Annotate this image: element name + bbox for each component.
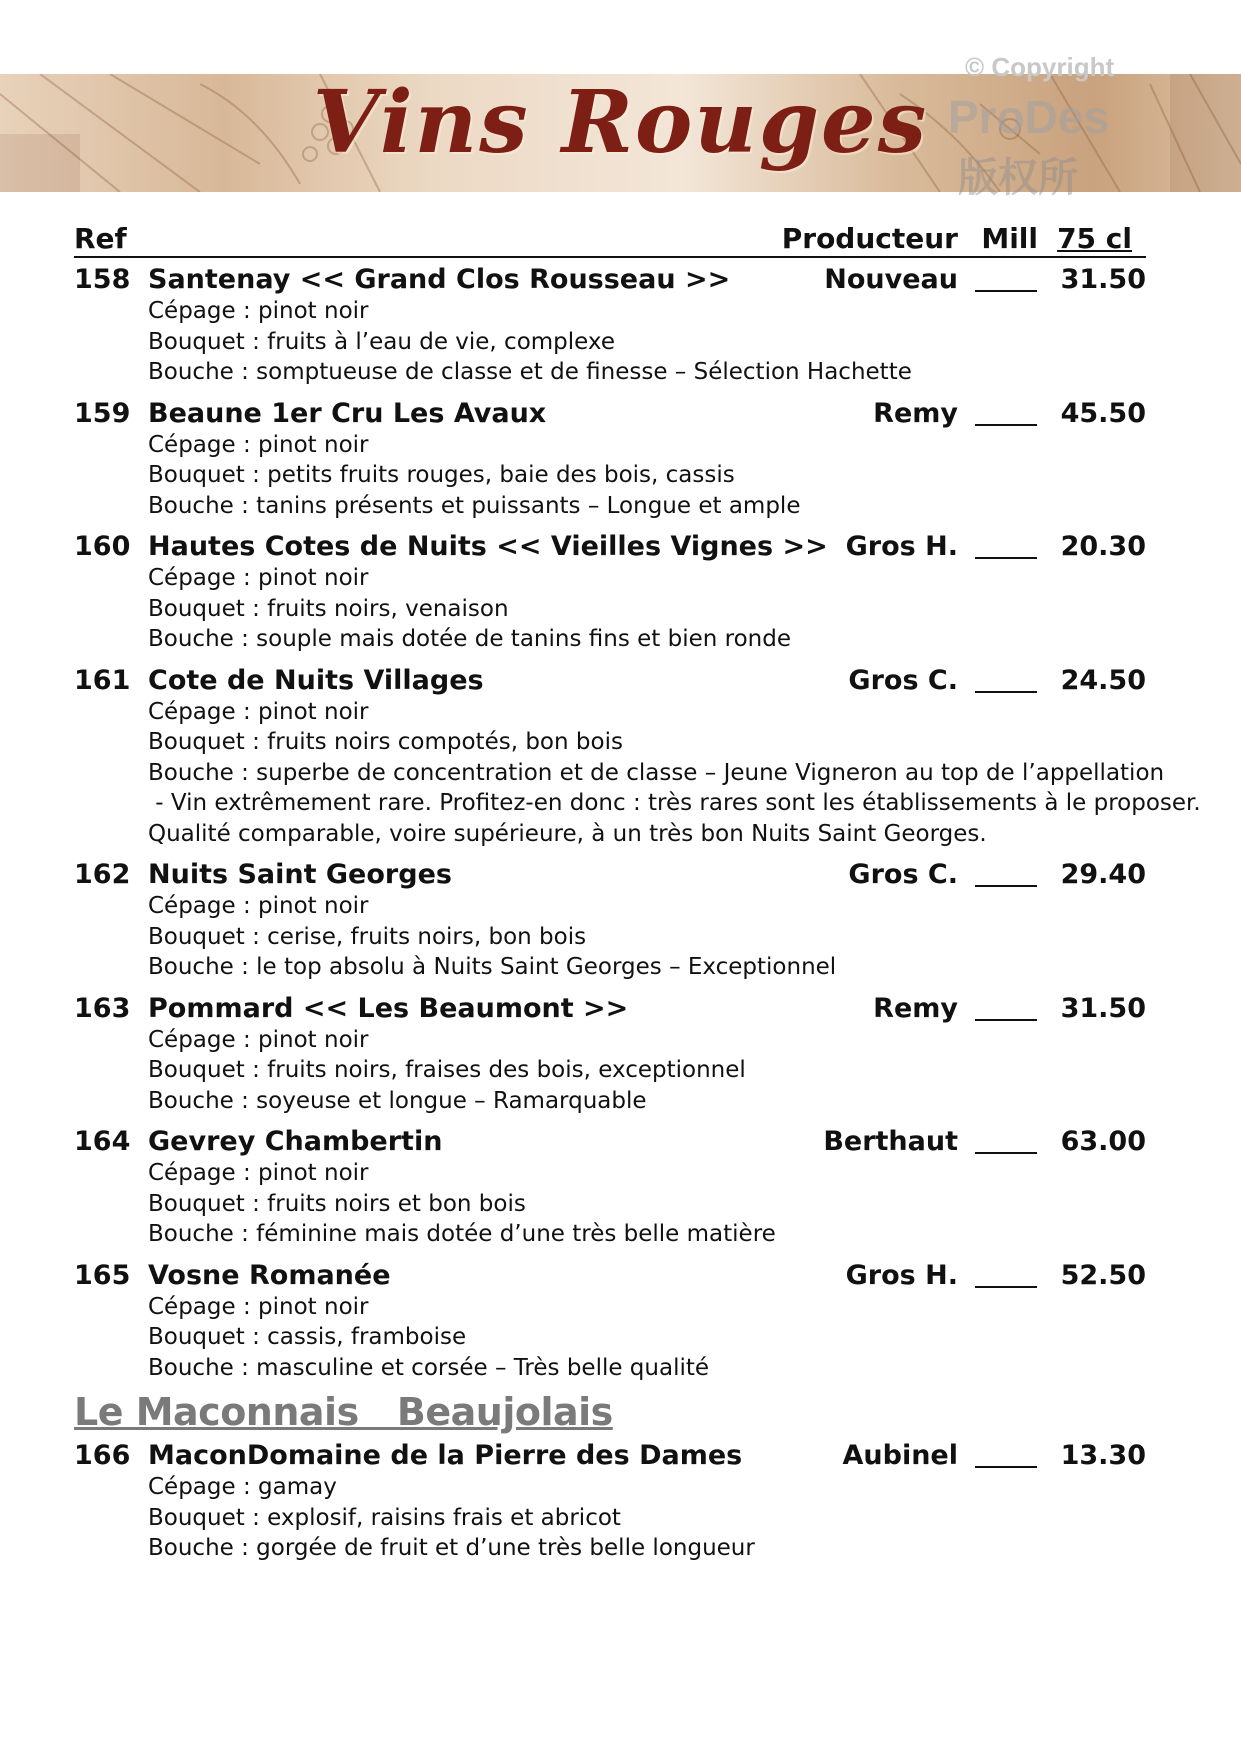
wine-desc-line: Bouquet : petits fruits rouges, baie des bois, cassis <box>148 462 735 488</box>
wine-desc-line: Bouche : gorgée de fruit et d’une très belle longueur <box>148 1535 755 1561</box>
wine-producer: Gros C. <box>848 664 958 696</box>
watermark-chinese: 版权所 <box>958 155 1078 201</box>
wine-price: 31.50 <box>1060 992 1146 1024</box>
wine-item <box>74 531 1146 655</box>
wine-producer: Berthaut <box>823 1126 958 1157</box>
wine-desc-line: Bouquet : fruits à l’eau de vie, complexe <box>148 328 615 355</box>
wine-desc-line: Bouche : soyeuse et longue – Ramarquable <box>148 1087 647 1114</box>
wine-item <box>74 993 1146 1117</box>
wine-desc-line: Bouquet : fruits noirs, venaison <box>148 595 509 622</box>
wine-desc-line: Bouche : masculine et corsée – Très belle qualité <box>148 1354 710 1381</box>
mill-blank-line <box>975 557 1037 559</box>
wine-ref: 165 <box>74 1259 131 1291</box>
wine-name: Vosne Romanée <box>148 1259 391 1291</box>
wine-desc-line: Bouche : féminine mais dotée d’une très belle matière <box>148 1221 776 1247</box>
page-title: Vins Rouges <box>312 72 929 173</box>
wine-item <box>74 1260 1146 1384</box>
col-price-header: 75 cl <box>1057 222 1132 255</box>
wine-price: 52.50 <box>1060 1259 1146 1291</box>
wine-producer: Aubinel <box>842 1440 958 1471</box>
wine-name: Beaune 1er Cru Les Avaux <box>148 397 547 429</box>
wine-desc-line: Cépage : pinot noir <box>148 1026 369 1053</box>
wine-name: MaconDomaine de la Pierre des Dames <box>148 1440 743 1471</box>
wine-item <box>74 664 1201 850</box>
mill-blank-line <box>975 1466 1037 1468</box>
wine-name: Cote de Nuits Villages <box>148 664 484 696</box>
wine-desc-line: - Vin extrêmement rare. Profitez-en donc : très rares sont les établissements à le proposer. <box>148 790 1201 816</box>
wine-desc-line: Cépage : pinot noir <box>148 565 369 591</box>
mill-blank-line <box>975 290 1037 292</box>
wine-item <box>74 398 1146 522</box>
wine-list <box>74 264 1201 1393</box>
mill-blank-line <box>975 885 1037 887</box>
mill-blank-line <box>975 1152 1037 1154</box>
mill-blank-line <box>975 1286 1037 1288</box>
wine-ref: 159 <box>74 397 131 429</box>
col-ref-header: Ref <box>74 222 127 255</box>
wine-desc-line: Bouche : superbe de concentration et de classe – Jeune Vigneron au top de l’appellation <box>148 759 1165 786</box>
wine-price: 13.30 <box>1060 1440 1146 1471</box>
wine-ref: 158 <box>74 264 131 295</box>
wine-price: 20.30 <box>1060 531 1146 562</box>
wine-ref: 161 <box>74 664 131 696</box>
wine-price: 63.00 <box>1060 1126 1146 1157</box>
wine-producer: Gros H. <box>845 1259 958 1291</box>
wine-list-maconnais <box>74 1440 1146 1574</box>
wine-desc-line: Bouquet : fruits noirs, fraises des bois, exceptionnel <box>148 1057 746 1083</box>
wine-producer: Remy <box>873 397 958 429</box>
wine-desc-line: Cépage : pinot noir <box>148 431 369 458</box>
copyright-watermark: © Copyright <box>965 52 1115 82</box>
wine-desc-line: Cépage : pinot noir <box>148 698 369 725</box>
mill-blank-line <box>975 424 1037 426</box>
wine-desc-line: Cépage : pinot noir <box>148 298 369 324</box>
wine-price: 45.50 <box>1060 397 1146 429</box>
wine-name: Nuits Saint Georges <box>148 859 452 890</box>
wine-ref: 166 <box>74 1440 131 1471</box>
wine-desc-line: Cépage : pinot noir <box>148 893 369 919</box>
wine-producer: Remy <box>873 992 958 1024</box>
col-mill-header: Mill <box>981 222 1038 255</box>
wine-name: Hautes Cotes de Nuits << Vieilles Vignes >> <box>148 531 828 562</box>
wine-desc-line: Bouche : le top absolu à Nuits Saint Georges – Exceptionnel <box>148 954 837 980</box>
wine-producer: Gros C. <box>848 859 958 890</box>
mill-blank-line <box>975 691 1037 693</box>
wine-ref: 160 <box>74 531 131 562</box>
wine-desc-line: Bouquet : explosif, raisins frais et abricot <box>148 1504 621 1531</box>
wine-price: 29.40 <box>1060 859 1146 890</box>
wine-desc-line: Bouquet : cerise, fruits noirs, bon bois <box>148 923 587 950</box>
wine-ref: 162 <box>74 859 131 890</box>
wine-item <box>74 859 1146 983</box>
wine-desc-line: Bouquet : fruits noirs compotés, bon bois <box>148 729 623 755</box>
wine-desc-line: Bouquet : cassis, framboise <box>148 1324 467 1350</box>
wine-name: Gevrey Chambertin <box>148 1126 443 1157</box>
wine-desc-line: Cépage : gamay <box>148 1474 337 1500</box>
wine-name: Santenay << Grand Clos Rousseau >> <box>148 264 731 295</box>
wine-price: 31.50 <box>1060 264 1146 295</box>
wine-producer: Gros H. <box>845 531 958 562</box>
column-header-row <box>74 222 1146 258</box>
wine-desc-line: Cépage : pinot noir <box>148 1160 369 1186</box>
col-producer-header: Producteur <box>781 222 958 255</box>
wine-desc-line: Bouche : somptueuse de classe et de finesse – Sélection Hachette <box>148 359 912 385</box>
wine-desc-line: Bouquet : fruits noirs et bon bois <box>148 1190 526 1217</box>
wine-desc-line: Cépage : pinot noir <box>148 1293 369 1320</box>
wine-ref: 163 <box>74 992 131 1024</box>
wine-desc-line: Bouche : souple mais dotée de tanins fins et bien ronde <box>148 626 791 652</box>
wine-item <box>74 264 1146 388</box>
wine-desc-line: Qualité comparable, voire supérieure, à un très bon Nuits Saint Georges. <box>148 820 987 847</box>
watermark-logo: ProDes <box>948 91 1110 143</box>
wine-price: 24.50 <box>1060 664 1146 696</box>
wine-item <box>74 1126 1146 1250</box>
wine-desc-line: Bouche : tanins présents et puissants – Longue et ample <box>148 492 801 519</box>
mill-blank-line <box>975 1019 1037 1021</box>
wine-producer: Nouveau <box>824 264 958 295</box>
wine-item <box>74 1440 1146 1564</box>
section-title: Le Maconnais Beaujolais <box>74 1390 613 1434</box>
wine-name: Pommard << Les Beaumont >> <box>148 992 629 1024</box>
wine-ref: 164 <box>74 1126 131 1157</box>
